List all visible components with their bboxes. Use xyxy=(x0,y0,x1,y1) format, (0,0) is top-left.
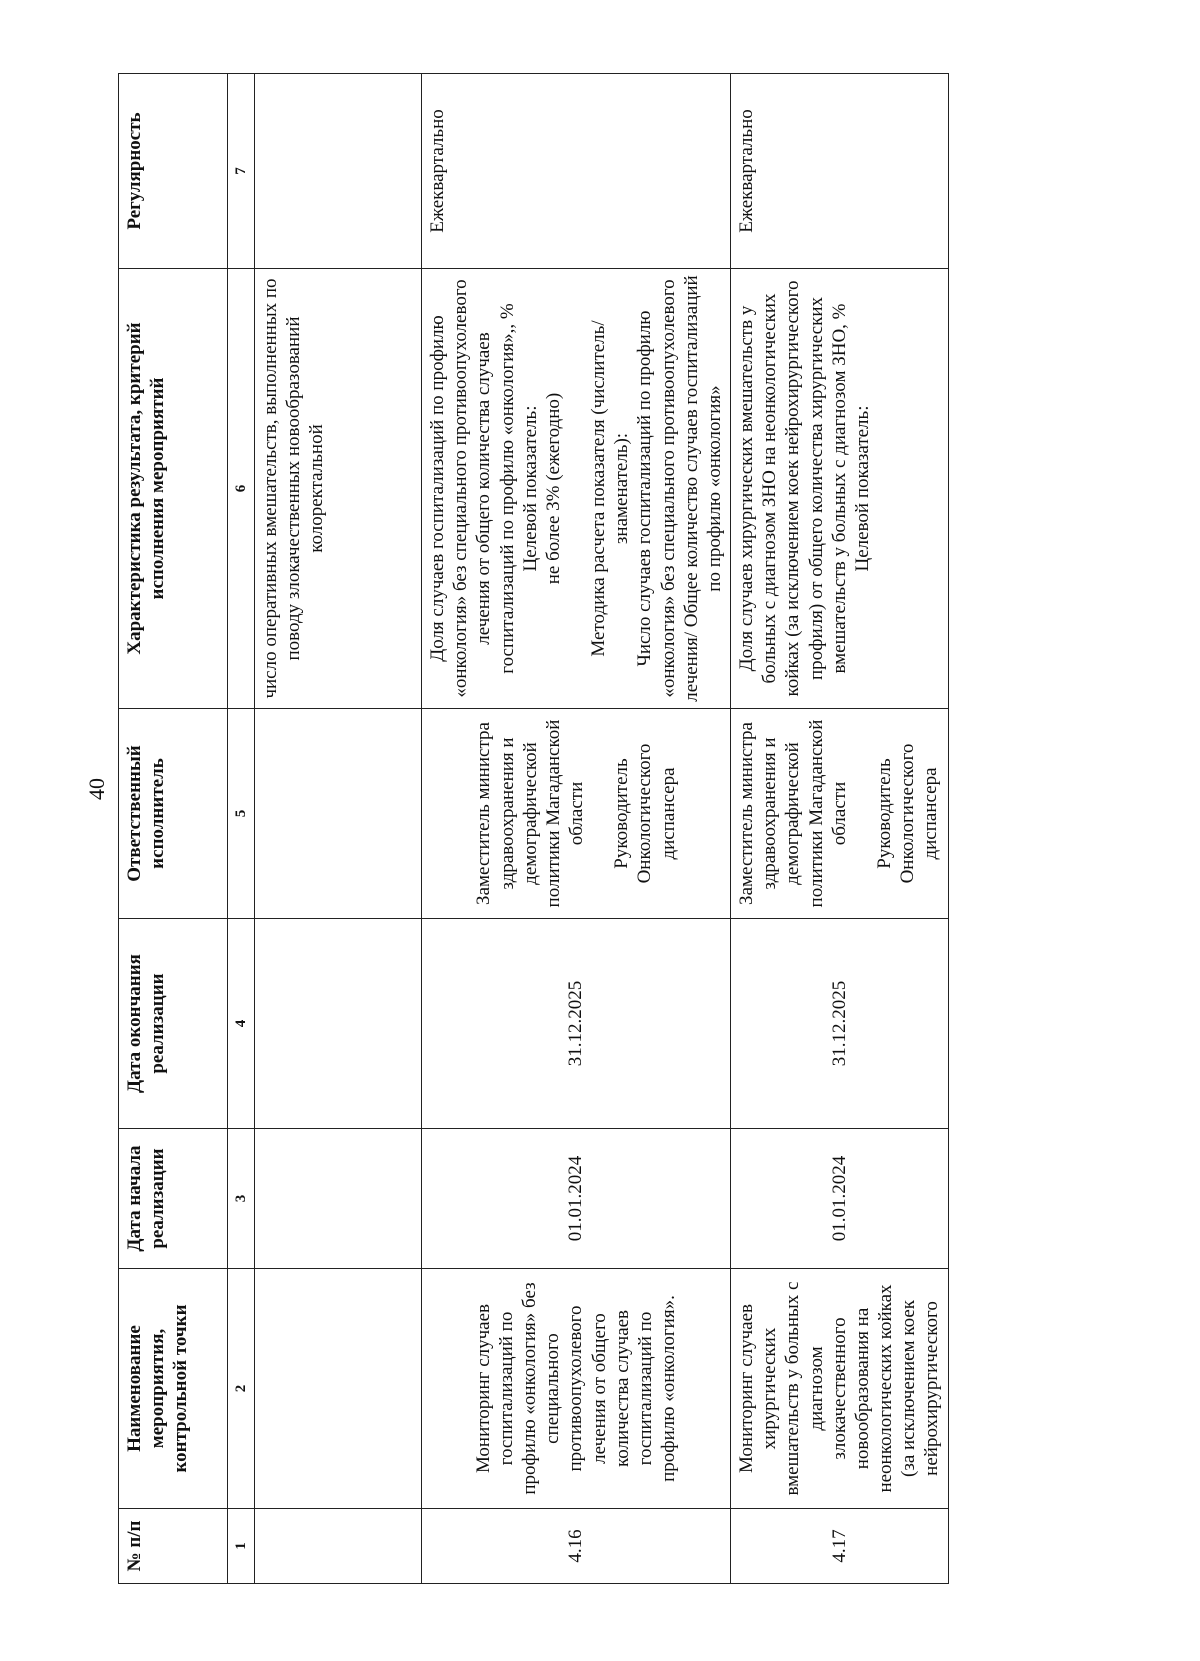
characteristic-line: Целевой показатель: xyxy=(851,405,873,572)
start-date: 01.01.2024 xyxy=(422,1129,731,1269)
row-number: 4.17 xyxy=(731,1509,949,1584)
characteristic-line: Доля случаев госпитализаций по профилю «онкология» без специального противоопухолевого лечения от общего количества случаев госпитализаций по профилю «онкология»,, % xyxy=(427,279,518,698)
start-date: 01.01.2024 xyxy=(731,1129,949,1269)
characteristic-line: Методика расчета показателя (числитель/знаменатель): xyxy=(588,320,633,657)
regularity-cell: Ежеквартально xyxy=(422,74,731,269)
characteristic-line: Целевой показатель: xyxy=(519,405,541,572)
characteristic-cell xyxy=(731,269,949,709)
characteristic-line: не более 3% (ежегодно) xyxy=(542,392,564,585)
header-row xyxy=(119,74,228,1584)
regularity-cell: Ежеквартально xyxy=(731,74,949,269)
column-number: 6 xyxy=(228,269,255,709)
column-number: 5 xyxy=(228,709,255,919)
responsible-deputy: Заместитель министра здравоохранения и демографической политики Магаданской области xyxy=(736,719,850,908)
table-row xyxy=(731,74,949,1584)
responsible-head: Руководитель Онкологического диспансера xyxy=(873,743,942,884)
end-date: 31.12.2025 xyxy=(731,919,949,1129)
column-number: 4 xyxy=(228,919,255,1129)
table-row xyxy=(422,74,731,1584)
column-number: 3 xyxy=(228,1129,255,1269)
rotated-page xyxy=(108,0,1200,1620)
responsible-deputy: Заместитель министра здравоохранения и демографической политики Магаданской области xyxy=(473,719,588,908)
row-number: 4.16 xyxy=(422,1509,731,1584)
header-end: Дата окончания реализации xyxy=(119,919,228,1129)
column-number-row xyxy=(228,74,255,1584)
column-number: 1 xyxy=(228,1509,255,1584)
header-num: № п/п xyxy=(119,1509,228,1584)
header-start: Дата начала реализации xyxy=(119,1129,228,1269)
page-number: 40 xyxy=(84,778,109,800)
measure-name: Мониторинг случаев хирургических вмешательств у больных с диагнозом злокачественного новообразования на неонкологических койках (за исключением коек нейрохирургического xyxy=(731,1269,949,1509)
header-responsible: Ответственный исполнитель xyxy=(119,709,228,919)
measure-name: Мониторинг случаев госпитализаций по профилю «онкология» без специального противоопухолевого лечения от общего количества случаев госпитализаций по профилю «онкология». xyxy=(422,1269,731,1509)
column-number: 7 xyxy=(228,74,255,269)
characteristic-cell: число оперативных вмешательств, выполненных по поводу злокачественных новообразований колоректальной xyxy=(255,269,422,709)
table-row xyxy=(255,74,422,1584)
characteristic-line: Доля случаев хирургических вмешательств у больных с диагнозом ЗНО на неонкологических койках (за исключением коек нейрохирургического профиля) от общего количества хирургических вмешательств у больных с диагнозом ЗНО, % xyxy=(736,280,850,697)
header-regularity: Регулярность xyxy=(119,74,228,269)
plan-table xyxy=(118,73,949,1584)
characteristic-line: Число случаев госпитализаций по профилю «онкология» без специального противоопухолевого лечения/ Общее количество случаев госпитализаций по профилю «онкология» xyxy=(634,275,725,702)
responsible-cell xyxy=(731,709,949,919)
end-date: 31.12.2025 xyxy=(422,919,731,1129)
header-name: Наименование мероприятия, контрольной точки xyxy=(119,1269,228,1509)
header-characteristic: Характеристика результата, критерий исполнения мероприятий xyxy=(119,269,228,709)
characteristic-cell xyxy=(422,269,731,709)
responsible-head: Руководитель Онкологического диспансера xyxy=(611,743,679,884)
column-number: 2 xyxy=(228,1269,255,1509)
responsible-cell xyxy=(422,709,731,919)
